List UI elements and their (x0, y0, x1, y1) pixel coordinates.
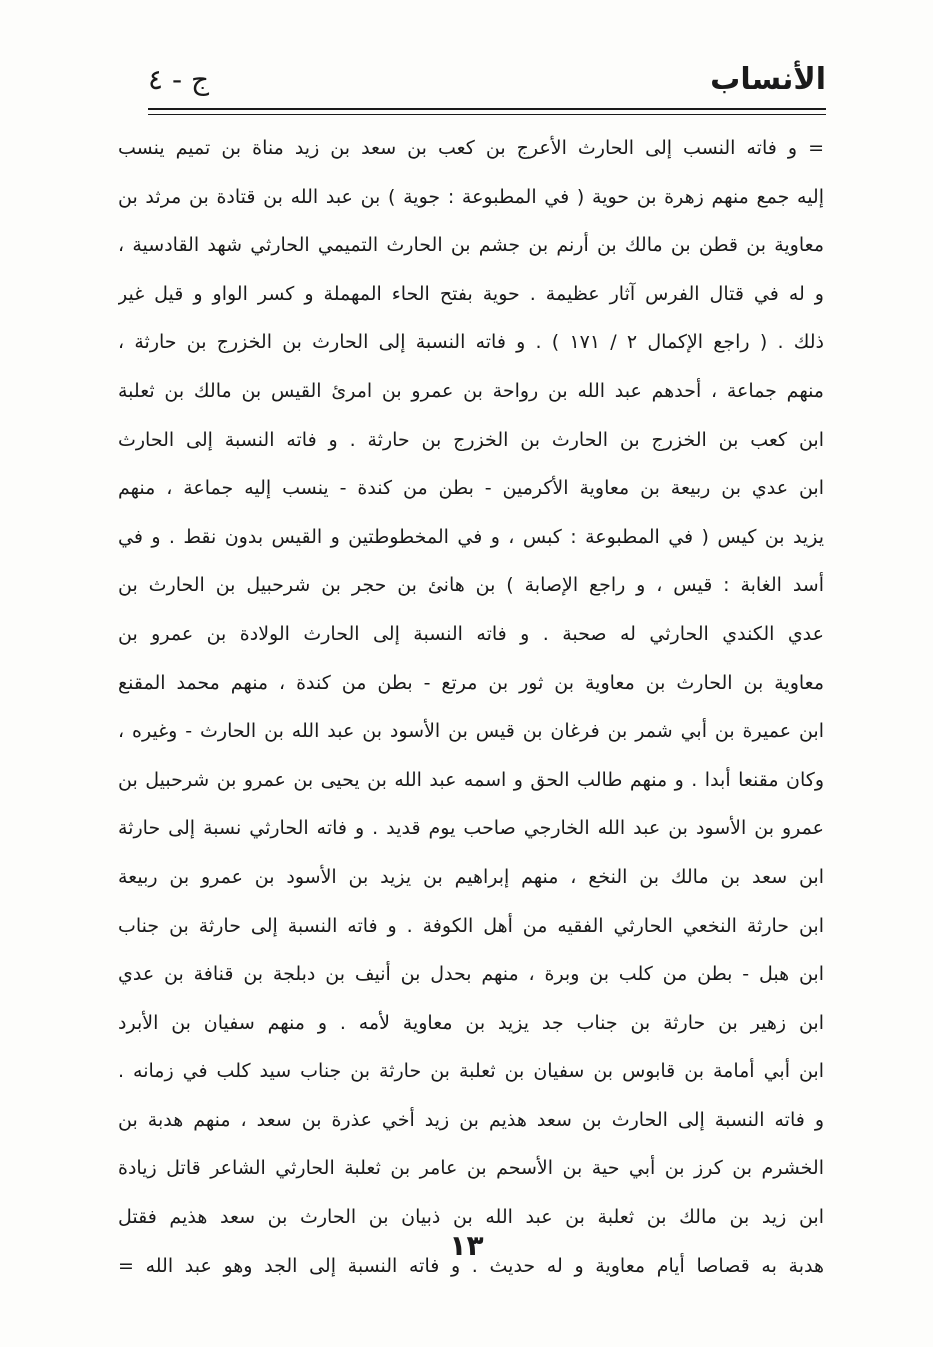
text-line: ابن حارثة النخعي الحارثي الفقيه من أهل الكوفة . و فاته النسبة إلى حارثة بن جناب (118, 914, 824, 937)
volume-number: ج - ٤ (148, 63, 210, 96)
running-title: الأنساب (710, 62, 826, 97)
text-line: = و فاته النسب إلى الحارث الأعرج بن كعب بن سعد بن زيد مناة بن تميم ينسب (118, 137, 824, 159)
text-line: ابن زهير بن حارثة بن جناب جد يزيد بن معاوية لأمه . و منهم سفيان بن الأبرد (118, 1011, 824, 1034)
text-line: يزيد بن كيس ( في المطبوعة : كبس ، و في المخطوطتين و القيس بدون نقط . و في (118, 525, 824, 548)
page-number: ١٣ (449, 1229, 484, 1262)
text-line: و فاته النسبة إلى الحارث بن سعد هذيم بن زيد أخي عذرة بن سعد ، منهم هدبة بن (118, 1108, 824, 1131)
text-line: ابن كعب بن الخزرج بن الحارث بن الخزرج بن حارثة . و فاته النسبة إلى الحارث (118, 428, 824, 451)
text-line: و له في قتال الفرس آثار عظيمة . حوية بفتح الحاء المهملة و كسر الواو و قيل غير (118, 282, 824, 305)
header-rule-thin (148, 114, 826, 115)
text-line: ابن هبل - بطن من كلب بن وبرة ، منهم بحدل بن أنيف بن دبلجة بن قنافة بن عدي (118, 963, 824, 986)
text-line: ابن عميرة بن أبي شمر بن فرغان بن قيس بن الأسود بن عبد الله بن الحارث - وغيره ، (118, 720, 824, 743)
text-line: ذلك . ( راجع الإكمال ٢ / ١٧١ ) . و فاته النسبة إلى الحارث بن الخزرج بن حارثة ، (118, 331, 824, 354)
text-line: وكان مقنعا أبدا . و منهم طالب الحق و اسمه عبد الله بن يحيى بن عمرو بن شرحبيل بن (118, 768, 824, 791)
text-line: الخشرم بن كرز بن أبي حية بن الأسحم بن عامر بن ثعلبة الحارثي الشاعر قاتل زيادة (118, 1157, 824, 1180)
page-header (148, 58, 826, 102)
text-line: أسد الغابة : قيس ، و راجع الإصابة ) بن هانئ بن حجر بن شرحبيل بن الحارث بن (118, 574, 824, 597)
text-line: ابن سعد بن مالك بن النخع ، منهم إبراهيم بن يزيد بن الأسود بن عمرو بن ربيعة (118, 865, 824, 888)
text-line: منهم جماعة ، أحدهم عبد الله بن رواحة بن عمرو بن امرئ القيس بن مالك بن ثعلبة (118, 379, 824, 402)
text-line: ابن زيد بن مالك بن ثعلبة بن عبد الله بن ذبيان بن الحارث بن سعد هذيم فقتل (118, 1206, 824, 1229)
text-line: عمرو بن الأسود بن عبد الله الخارجي صاحب يوم قديد . و فاته الحارثي نسبة إلى حارثة (118, 817, 824, 840)
text-line: ابن أبي أمامة بن قابوس بن سفيان بن ثعلبة بن حارثة بن جناب سيد كلب في زمانه . (118, 1060, 824, 1083)
text-line: عدي الكندي الحارثي له صحبة . و فاته النسبة إلى الحارث الولادة بن عمرو بن (118, 622, 824, 645)
body-text (118, 124, 824, 1290)
text-line: هدبة به قصاصا أيام معاوية و له حديث . و فاته النسبة إلى الجد وهو عبد الله = (118, 1254, 824, 1277)
header-rule (148, 108, 826, 110)
text-line: ابن عدي بن ربيعة بن معاوية الأكرمين - بطن من كندة - ينسب إليه جماعة ، منهم (118, 477, 824, 500)
text-line: معاوية بن قطن بن مالك بن أرنم بن جشم بن الحارث التميمي الحارثي شهد القادسية ، (118, 234, 824, 257)
text-line: معاوية بن الحارث بن معاوية بن ثور بن مرتع - بطن من كندة ، منهم محمد المقنع (118, 671, 824, 694)
text-line: إليه جمع منهم زهرة بن حوية ( في المطبوعة : جوية ) بن عبد الله بن قتادة بن مرثد بن (118, 185, 824, 208)
